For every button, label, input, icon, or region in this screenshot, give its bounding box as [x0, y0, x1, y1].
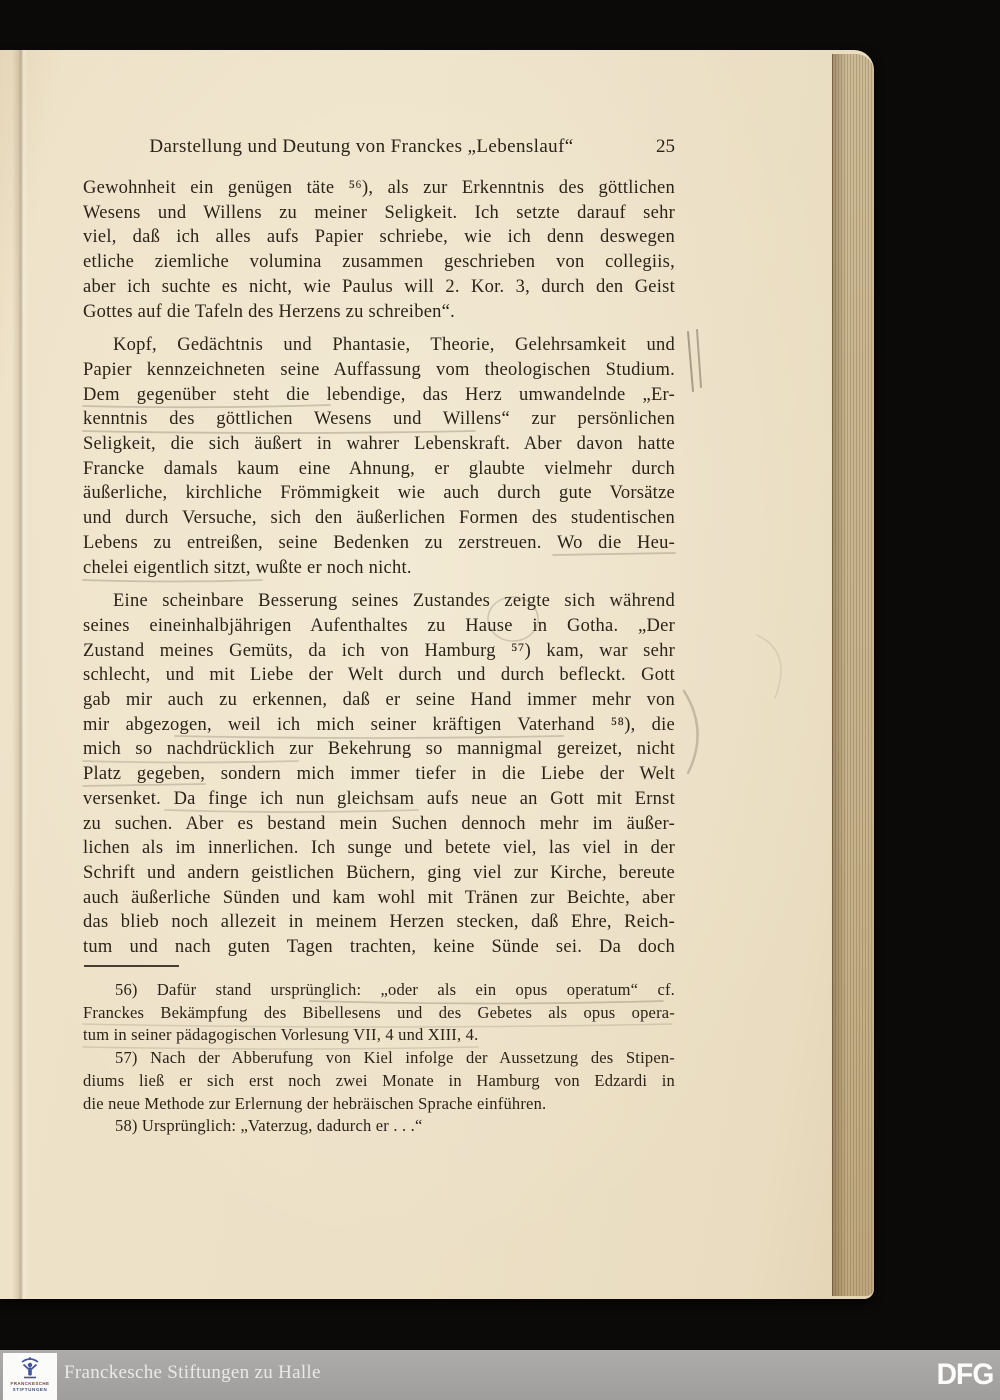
text-line: Francke damals kaum eine Ahnung, er glaubte vielmehr durch	[83, 458, 675, 479]
text-line: lichen als im innerlichen. Ich sunge und betete viel, las viel in der	[83, 838, 675, 859]
text-line: die neue Methode zur Erlernung der hebräischen Sprache einführen.	[83, 1093, 547, 1113]
text-line: auch äußerliche Sünden und kam wohl mit Tränen zur Beichte, aber	[83, 887, 675, 908]
text-line: viel, daß ich alles aufs Papier schriebe, wie ich denn deswegen	[83, 227, 675, 248]
institution-name: Franckesche Stiftungen zu Halle	[64, 1362, 321, 1383]
paragraph	[83, 589, 675, 960]
franckesche-stiftungen-logo[interactable]	[3, 1353, 57, 1400]
text-line: Zustand meines Gemüts, da ich von Hamburg ⁵⁷) kam, war sehr	[83, 640, 675, 661]
dfg-logo[interactable]: DFG	[936, 1358, 993, 1391]
footnote	[83, 1115, 675, 1138]
text-line: schlecht, und mit Liebe der Welt durch und durch befleckt. Gott	[83, 665, 675, 686]
text-line: Wesens und Willens zu meiner Seligkeit. Ich setzte darauf sehr	[83, 202, 675, 223]
text-line: Lebens zu entreißen, seine Bedenken zu zerstreuen. Wo die Heu-	[83, 532, 675, 553]
text-line: versenket. Da finge ich nun gleichsam aufs neue an Gott mit Ernst	[83, 788, 675, 809]
text-line: diums ließ er sich erst noch zwei Monate in Hamburg von Edzardi in	[83, 1070, 675, 1090]
text-line: chelei eigentlich sitzt, wußte er noch nicht.	[83, 557, 412, 578]
text-line: Dem gegenüber steht die lebendige, das Herz umwandelnde „Er-	[83, 384, 675, 405]
running-header	[83, 136, 675, 162]
text-line: Gewohnheit ein genügen täte ⁵⁶), als zur Erkenntnis des göttlichen	[83, 178, 675, 198]
logo-wordmark-line2: STIFTUNGEN	[12, 1387, 48, 1392]
footnote	[83, 1047, 675, 1115]
text-line: tum und nach guten Tagen trachten, keine Sünde sei. Da doch	[83, 937, 675, 958]
text-line: 58) Ursprünglich: „Vaterzug, dadurch er . . .“	[115, 1116, 423, 1136]
text-line: gab mir auch zu erkennen, daß er seine Hand immer mehr von	[83, 690, 675, 711]
paragraph	[83, 333, 675, 580]
text-line: tum in seiner pädagogischen Vorlesung VII, 4 und XIII, 4.	[83, 1025, 479, 1045]
text-line: Eine scheinbare Besserung seines Zustandes zeigte sich während	[113, 591, 675, 612]
text-line: Schrift und andern geistlichen Büchern, ging viel zur Kirche, bereute	[83, 862, 675, 883]
paragraph	[83, 176, 675, 324]
text-line: seines eineinhalbjährigen Aufenthaltes zu Hause in Gotha. „Der	[83, 615, 675, 636]
text-line: mir abgezogen, weil ich mich seiner kräftigen Vaterhand ⁵⁸), die	[83, 714, 675, 735]
book-page	[0, 50, 874, 1299]
orant-figure-icon	[19, 1355, 41, 1381]
text-line: das blieb noch allezeit in meinem Herzen stecken, daß Ehre, Reich-	[83, 912, 675, 933]
text-line: und durch Versuche, sich den äußerlichen Formen des studentischen	[83, 508, 675, 529]
text-line: 56) Dafür stand ursprünglich: „oder als ein opus operatum“ cf.	[115, 980, 675, 999]
text-line: kenntnis des göttlichen Wesens und Willens“ zur persönlichen	[83, 409, 675, 430]
viewer-footer-bar	[0, 1350, 1000, 1400]
body-text	[83, 176, 675, 960]
page-stack-edge	[832, 54, 874, 1296]
text-line: Kopf, Gedächtnis und Phantasie, Theorie, Gelehrsamkeit und	[113, 335, 675, 356]
text-line: aber ich suchte es nicht, wie Paulus will 2. Kor. 3, durch den Geist	[83, 276, 675, 297]
footnote-separator	[84, 965, 179, 967]
text-line: etliche ziemliche volumina zusammen geschrieben von collegiis,	[83, 252, 675, 273]
page-number: 25	[656, 136, 675, 157]
text-line: äußerliche, kirchliche Frömmigkeit wie auch durch gute Vorsätze	[83, 483, 675, 504]
logo-wordmark-line1: FRANCKESCHE	[10, 1381, 50, 1386]
footnote	[83, 979, 675, 1047]
text-line: Seligkeit, die sich äußert in wahrer Lebenskraft. Aber davon hatte	[83, 434, 675, 455]
text-line: 57) Nach der Abberufung von Kiel infolge der Aussetzung des Stipen-	[115, 1048, 675, 1068]
footnotes	[83, 979, 675, 1138]
running-header-title: Darstellung und Deutung von Franckes „Lebenslauf“	[149, 136, 574, 157]
text-line: Gottes auf die Tafeln des Herzens zu schreiben“.	[83, 301, 455, 322]
page-gutter-crease	[12, 50, 28, 1299]
text-line: mich so nachdrücklich zur Bekehrung so mannigmal gereizet, nicht	[83, 739, 675, 760]
text-line: Papier kennzeichneten seine Auffassung vom theologischen Studium.	[83, 359, 675, 380]
text-line: Franckes Bekämpfung des Bibellesens und des Gebetes als opus opera-	[83, 1002, 675, 1022]
text-line: Platz gegeben, sondern mich immer tiefer in die Liebe der Welt	[83, 764, 675, 785]
text-line: zu suchen. Aber es bestand mein Suchen dennoch mehr im äußer-	[83, 813, 675, 834]
